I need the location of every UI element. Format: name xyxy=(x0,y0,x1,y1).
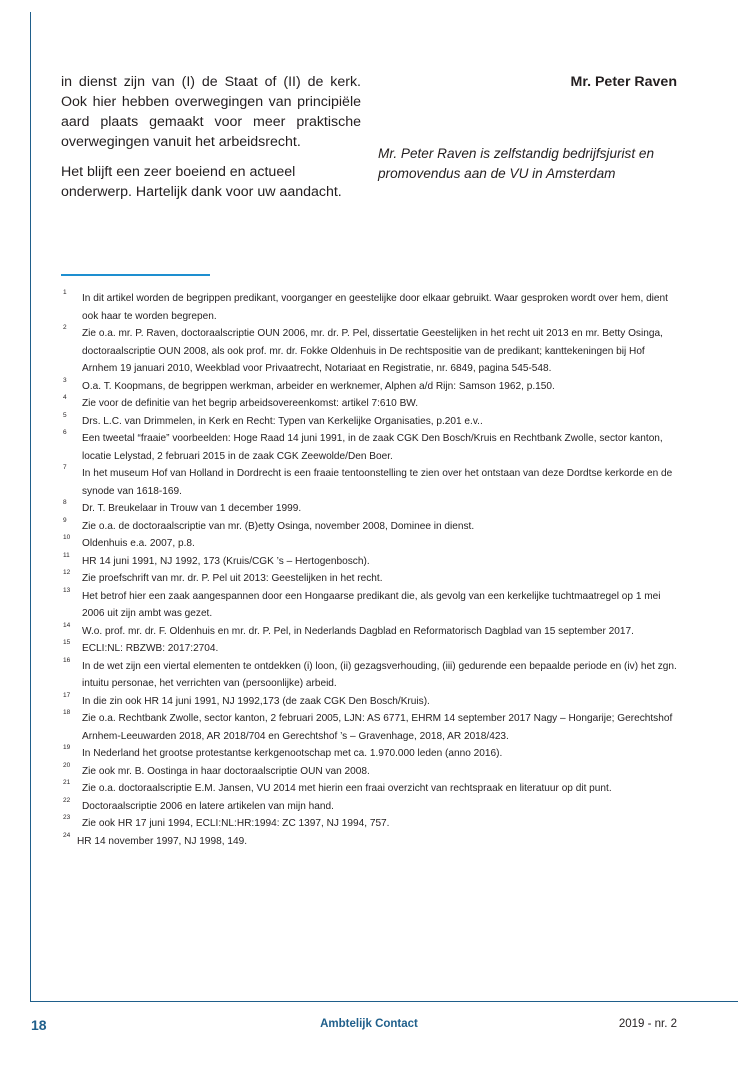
footnote-text: Een tweetal “fraaie” voorbeelden: Hoge Raad 14 juni 1991, in de zaak CGK Den Bosch/Kruis en Rechtbank Zwolle, sector kanton, locatie Lelystad, 2 februari 2015 in de zaak CGK Zeewolde/Den Boer. xyxy=(82,433,663,462)
footnote-text: Zie ook mr. B. Oostinga in haar doctoraalscriptie OUN van 2008. xyxy=(82,765,370,777)
footnote xyxy=(59,430,679,465)
footnote xyxy=(59,588,679,623)
footnote-number: 19 xyxy=(63,744,71,751)
footnote-text: Zie o.a. Rechtbank Zwolle, sector kanton, 2 februari 2005, LJN: AS 6771, EHRM 14 september 2017 Nagy – Hongarije; Gerechtshof Arnhem-Leeuwarden 2018, AR 2018/704 en Gerechtshof ’s – Gravenhage, 2018, AR 2018/423. xyxy=(82,713,673,742)
footnote-text: Oldenhuis e.a. 2007, p.8. xyxy=(82,538,195,549)
footnote-number: 22 xyxy=(63,796,71,804)
footnote-text: In de wet zijn een viertal elementen te ontdekken (i) loon, (ii) gezagsverhouding, (iii) gedurende een bepaalde periode en (iv) het zgn. intuitu personae, het verrichten van (persoonlijke) arbeid. xyxy=(82,660,677,689)
footnote-number: 1 xyxy=(63,289,67,296)
footnote-number: 20 xyxy=(63,761,71,769)
footnote xyxy=(59,833,679,851)
footnote xyxy=(59,325,679,378)
footnote-number: 4 xyxy=(63,394,67,401)
footnote-number: 5 xyxy=(63,411,67,419)
footnote xyxy=(59,465,679,500)
footnote-number: 15 xyxy=(63,639,71,646)
footnote-text: Zie o.a. doctoraalscriptie E.M. Jansen, VU 2014 met hierin een fraai overzicht van rechtspraak en literatuur op dit punt. xyxy=(82,783,612,794)
footnote xyxy=(59,623,679,641)
footnote-number: 8 xyxy=(63,499,67,506)
footnote xyxy=(59,570,679,588)
magazine-title: Ambtelijk Contact xyxy=(320,1018,418,1030)
footnote-number: 6 xyxy=(63,429,67,436)
footnote-text: HR 14 november 1997, NJ 1998, 149. xyxy=(77,835,248,847)
footnote-text: O.a. T. Koopmans, de begrippen werkman, arbeider en werknemer, Alphen a/d Rijn: Samson 1962, p.150. xyxy=(82,380,555,392)
footnote-text: Zie o.a. de doctoraalscriptie van mr. (B)etty Osinga, november 2008, Dominee in dienst. xyxy=(82,520,475,532)
footnote-number: 21 xyxy=(63,779,71,786)
footnote-number: 17 xyxy=(63,691,71,699)
footnote-number: 7 xyxy=(63,464,67,471)
footnote-text: HR 14 juni 1991, NJ 1992, 173 (Kruis/CGK ’s – Hertogenbosch). xyxy=(82,555,370,567)
footnote-number: 24 xyxy=(63,831,71,839)
footnote-number: 11 xyxy=(63,551,70,559)
footnote-text: Het betrof hier een zaak aangespannen door een Hongaarse predikant die, als gevolg van een kerkelijke tuchtmaatregel op 1 mei 2006 uit zijn ambt was gezet. xyxy=(82,590,661,619)
footnote-text: Drs. L.C. van Drimmelen, in Kerk en Recht: Typen van Kerkelijke Organisaties, p.201 e.v.. xyxy=(82,415,483,427)
footnote xyxy=(59,798,679,816)
footnote xyxy=(59,553,679,571)
footer-rule xyxy=(30,1001,738,1002)
issue-label: 2019 - nr. 2 xyxy=(618,1018,677,1030)
body-paragraph: Het blijft een zeer boeiend en actueel onderwerp. Hartelijk dank voor uw aandacht. xyxy=(61,164,342,200)
footnote-text: Zie voor de definitie van het begrip arbeidsovereenkomst: artikel 7:610 BW. xyxy=(82,398,419,409)
footnote xyxy=(59,745,679,763)
footnote xyxy=(59,290,679,325)
footnote-text: ECLI:NL: RBZWB: 2017:2704. xyxy=(82,643,219,654)
footnote xyxy=(59,395,679,413)
footnote-separator xyxy=(61,274,210,276)
footnote-text: Zie o.a. mr. P. Raven, doctoraalscriptie OUN 2006, mr. dr. P. Pel, dissertatie Geestelijken in het recht uit 2013 en mr. Betty Osinga, doctoraalscriptie OUN 2008, als ook prof. mr. dr. Fokke Oldenhuis in De rechtspositie van de predikant; kanttekeningen bij Hof Arnhem 19 januari 2010, Weekblad voor Privaatrecht, Notariaat en Registratie, nr. 6849, pagina 545-548. xyxy=(82,328,663,374)
footnote xyxy=(59,413,679,431)
footnote xyxy=(59,535,679,553)
footnote-text: Dr. T. Breukelaar in Trouw van 1 december 1999. xyxy=(82,503,302,514)
footnote-text: Doctoraalscriptie 2006 en latere artikelen van mijn hand. xyxy=(82,800,334,812)
footnote-number: 9 xyxy=(63,516,67,524)
footnote xyxy=(59,693,679,711)
footnote-text: In die zin ook HR 14 juni 1991, NJ 1992,173 (de zaak CGK Den Bosch/Kruis). xyxy=(82,695,430,707)
footnote xyxy=(59,378,679,396)
footnote-number: 16 xyxy=(63,656,71,664)
footnote xyxy=(59,710,679,745)
footnote-text: W.o. prof. mr. dr. F. Oldenhuis en mr. dr. P. Pel, in Nederlands Dagblad en Reformatorisch Dagblad van 15 september 2017. xyxy=(82,625,634,637)
footnote-text: In Nederland het grootse protestantse kerkgenootschap met ca. 1.970.000 leden (anno 2016). xyxy=(82,748,503,759)
footnote xyxy=(59,763,679,781)
footnote-number: 3 xyxy=(63,376,67,384)
footnote xyxy=(59,815,679,833)
footnote-number: 23 xyxy=(63,814,71,821)
footnote-number: 2 xyxy=(63,324,67,331)
footnote-number: 10 xyxy=(63,534,71,541)
footnote-number: 12 xyxy=(63,569,71,576)
footnote xyxy=(59,640,679,658)
footnote xyxy=(59,500,679,518)
footnote-text: In het museum Hof van Holland in Dordrecht is een fraaie tentoonstelling te zien over het ontstaan van deze Dordtse kerkorde en de synode van 1618-169. xyxy=(82,468,673,497)
footnote-text: Zie proefschrift van mr. dr. P. Pel uit 2013: Geestelijken in het recht. xyxy=(82,573,383,584)
footnote xyxy=(59,518,679,536)
left-margin-rule xyxy=(30,12,31,1002)
footnote-text: In dit artikel worden de begrippen predikant, voorganger en geestelijke door elkaar gebruikt. Waar gesproken wordt over hem, dient ook haar te worden begrepen. xyxy=(82,293,668,322)
author-bio: Mr. Peter Raven is zelfstandig bedrijfsjurist en promovendus aan de VU in Amsterdam xyxy=(378,146,655,181)
footnote-text: Zie ook HR 17 juni 1994, ECLI:NL:HR:1994: ZC 1397, NJ 1994, 757. xyxy=(82,818,390,829)
footnote-number: 13 xyxy=(63,586,71,594)
body-text xyxy=(61,72,361,212)
footnote xyxy=(59,780,679,798)
author-name: Mr. Peter Raven xyxy=(570,74,677,90)
footnote xyxy=(59,658,679,693)
footnotes-list xyxy=(59,290,679,850)
body-paragraph: in dienst zijn van (I) de Staat of (II) de kerk. Ook hier hebben overwegingen van principiële aard plaats gemaakt voor meer praktische overwegingen vanuit het arbeidsrecht. xyxy=(61,74,361,150)
footnote-number: 18 xyxy=(63,709,71,716)
page-number: 18 xyxy=(31,1017,47,1033)
footnote-number: 14 xyxy=(63,621,71,629)
